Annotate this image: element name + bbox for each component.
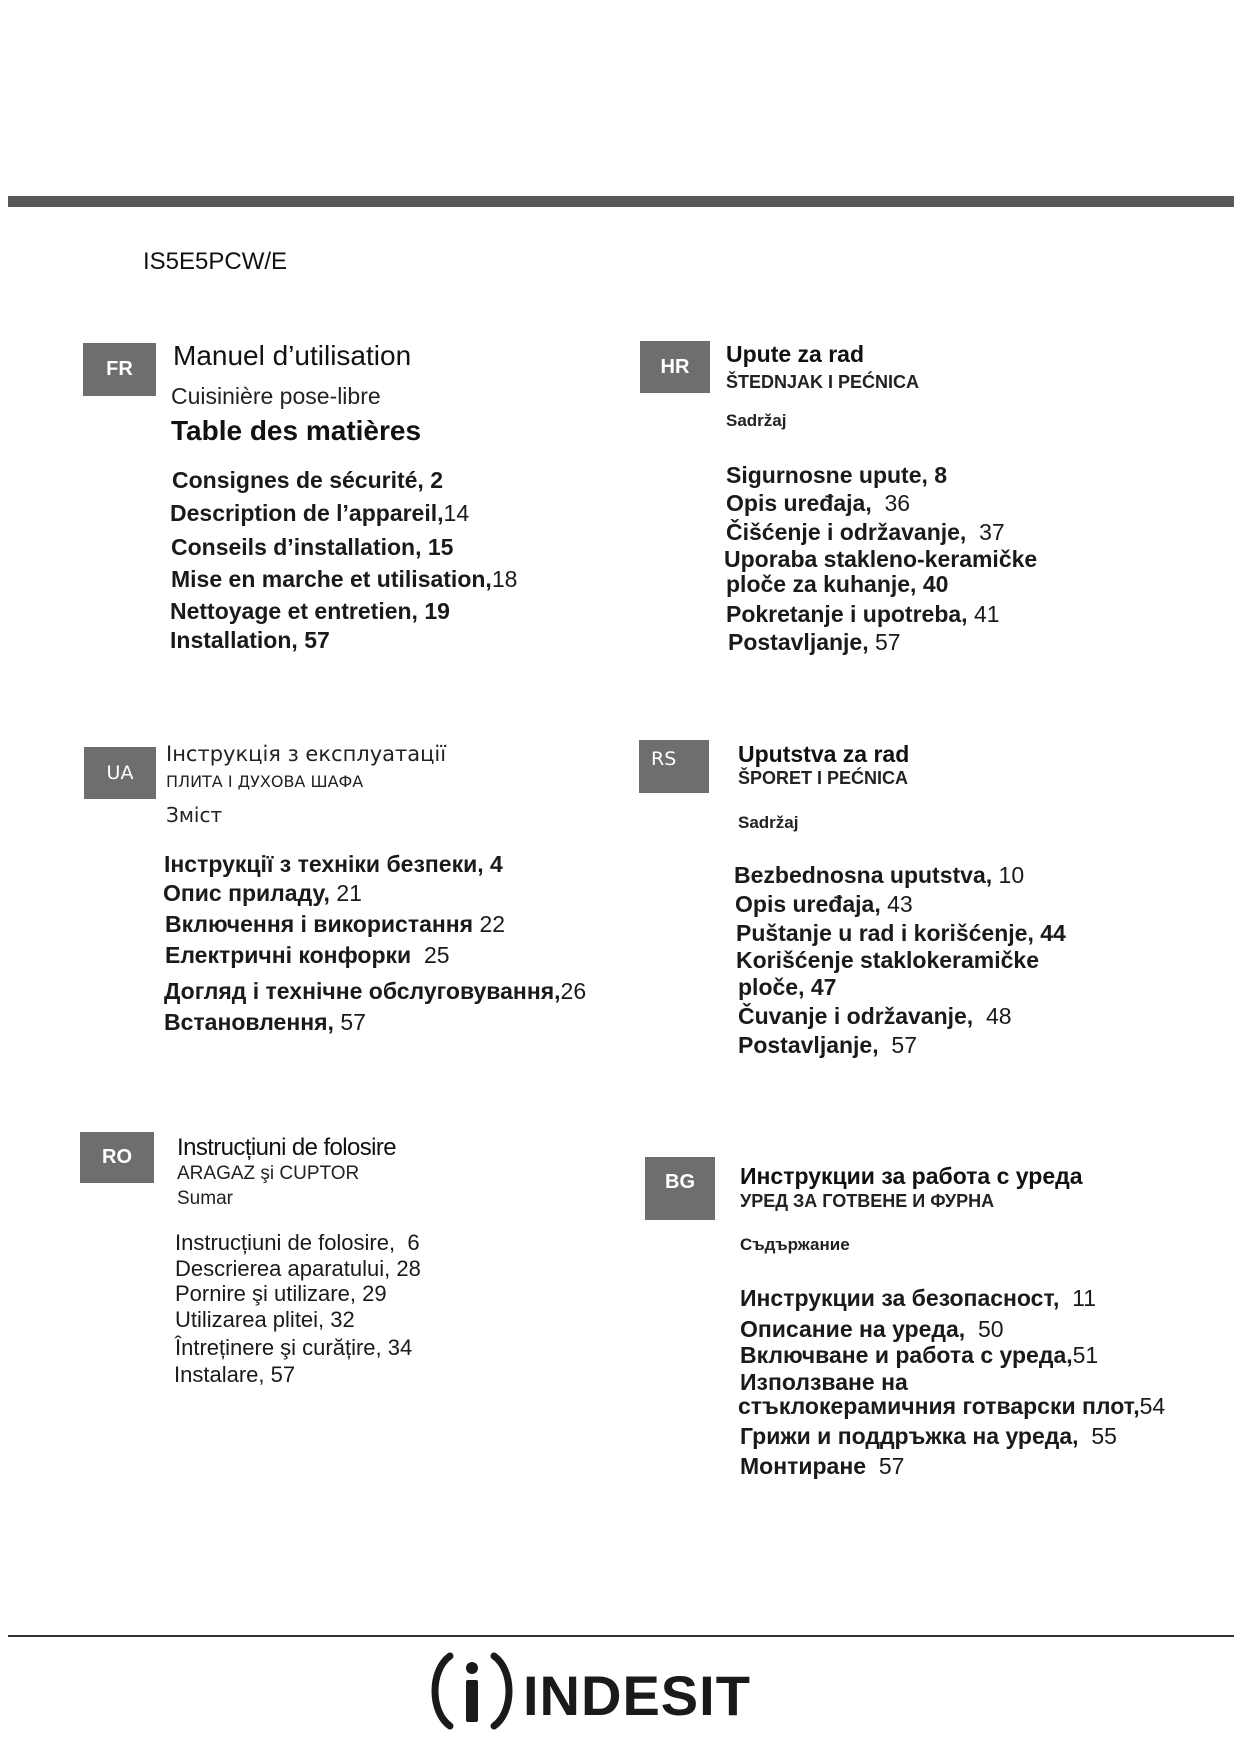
hr-toc-item[interactable]: Čišćenje i održavanje, 37 [726,519,1005,545]
brand-wordmark: INDESIT [523,1664,751,1727]
fr-toc-item[interactable]: Installation, 57 [170,627,330,653]
language-badge-ro: RO [80,1132,154,1183]
bg-toc-item[interactable]: Грижи и поддръжка на уреда, 55 [740,1423,1117,1449]
bottom-divider-line [8,1635,1234,1637]
fr-subtitle: Cuisinière pose-libre [171,383,381,409]
ua-toc-item[interactable]: Догляд і технічне обслуговування,26 [164,978,587,1004]
model-number: IS5E5PCW/E [143,248,288,275]
fr-toc-item[interactable]: Mise en marche et utilisation,18 [171,566,518,592]
fr-toc-item[interactable]: Conseils d’installation, 15 [171,534,454,560]
ua-toc-item[interactable]: Встановлення, 57 [164,1009,366,1035]
bg-toc-item[interactable]: Описание на уреда, 50 [740,1316,1004,1342]
hr-toc-item[interactable]: Sigurnosne upute, 8 [726,462,948,488]
fr-toc-item[interactable]: Consignes de sécurité, 2 [172,467,443,493]
rs-title: Uputstva za rad [738,741,910,767]
rs-contents-heading: Sadržaj [738,813,799,832]
ro-contents-heading: Sumar [177,1188,233,1209]
rs-toc-item[interactable]: ploče, 47 [738,974,837,1000]
ro-subtitle: ARAGAZ şi CUPTOR [177,1163,360,1184]
rs-toc-item[interactable]: Puštanje u rad i korišćenje, 44 [736,920,1066,946]
ro-toc-item[interactable]: Pornire şi utilizare, 29 [175,1281,387,1306]
fr-toc-item[interactable]: Nettoyage et entretien, 19 [170,598,450,624]
rs-subtitle: ŠPORET I PEĆNICA [738,768,909,788]
ua-toc-item[interactable]: Електричні конфорки 25 [165,942,450,968]
ua-title: Інструкція з експлуатації [166,742,447,766]
bg-toc-item[interactable]: Използване на [740,1369,908,1395]
ua-toc-item[interactable]: Опис приладу, 21 [163,880,362,906]
hr-toc-item[interactable]: Opis uređaja, 36 [726,490,911,516]
fr-contents-heading: Table des matières [171,415,422,446]
bg-subtitle: УРЕД ЗА ГОТВЕНЕ И ФУРНА [740,1191,995,1211]
rs-toc-item[interactable]: Bezbednosna uputstva, 10 [734,862,1025,888]
fr-title: Manuel d’utilisation [173,340,412,371]
bg-toc-item[interactable]: Инструкции за безопасност, 11 [740,1285,1097,1311]
ua-toc-item[interactable]: Інструкції з техніки безпеки, 4 [164,851,503,877]
hr-toc-item[interactable]: ploče za kuhanje, 40 [726,571,949,597]
top-divider-bar [8,196,1234,207]
fr-toc-item[interactable]: Description de l’appareil,14 [170,500,470,526]
language-badge-hr: HR [640,341,710,393]
ro-toc-item[interactable]: Descrierea aparatului, 28 [175,1256,421,1281]
hr-title: Upute za rad [726,341,865,367]
bg-toc-item[interactable]: Включване и работа с уреда,51 [740,1342,1099,1368]
rs-toc-item[interactable]: Opis uređaja, 43 [735,891,913,917]
rs-toc-item[interactable]: Čuvanje i održavanje, 48 [738,1003,1012,1029]
indesit-logo [428,1648,751,1734]
hr-subtitle: ŠTEDNJAK I PEĆNICA [726,372,920,392]
ro-toc-item[interactable]: Utilizarea plitei, 32 [175,1307,355,1332]
hr-toc-item[interactable]: Pokretanje i upotreba, 41 [726,601,1000,627]
ua-subtitle: ПЛИТА І ДУХОВА ШАФА [166,772,364,791]
language-badge-fr: FR [83,343,156,396]
language-badge-bg: BG [645,1157,715,1220]
hr-contents-heading: Sadržaj [726,411,787,430]
hr-toc-item[interactable]: Postavljanje, 57 [728,629,901,655]
bg-toc-item[interactable]: стъклокерамичния готварски плот,54 [738,1393,1166,1419]
ua-toc-item[interactable]: Включення і використання 22 [165,911,506,937]
rs-toc-item[interactable]: Korišćenje staklokeramičke [736,947,1040,973]
rs-toc-item[interactable]: Postavljanje, 57 [738,1032,917,1058]
bg-contents-heading: Съдържание [740,1235,850,1254]
language-badge-rs: RS [639,740,709,793]
ua-contents-heading: Зміст [166,803,223,827]
bg-title: Инструкции за работа с уреда [740,1163,1083,1189]
bg-toc-item[interactable]: Монтиране 57 [740,1453,905,1479]
ro-toc-item[interactable]: Instalare, 57 [174,1362,296,1387]
ro-toc-item[interactable]: Întreținere şi curățire, 34 [175,1335,413,1360]
ro-title: Instrucțiuni de folosire [177,1134,397,1161]
language-badge-ua: UA [84,747,156,799]
hr-toc-item[interactable]: Uporaba stakleno-keramičke [724,546,1038,572]
ro-toc-item[interactable]: Instrucțiuni de folosire, 6 [175,1230,420,1255]
